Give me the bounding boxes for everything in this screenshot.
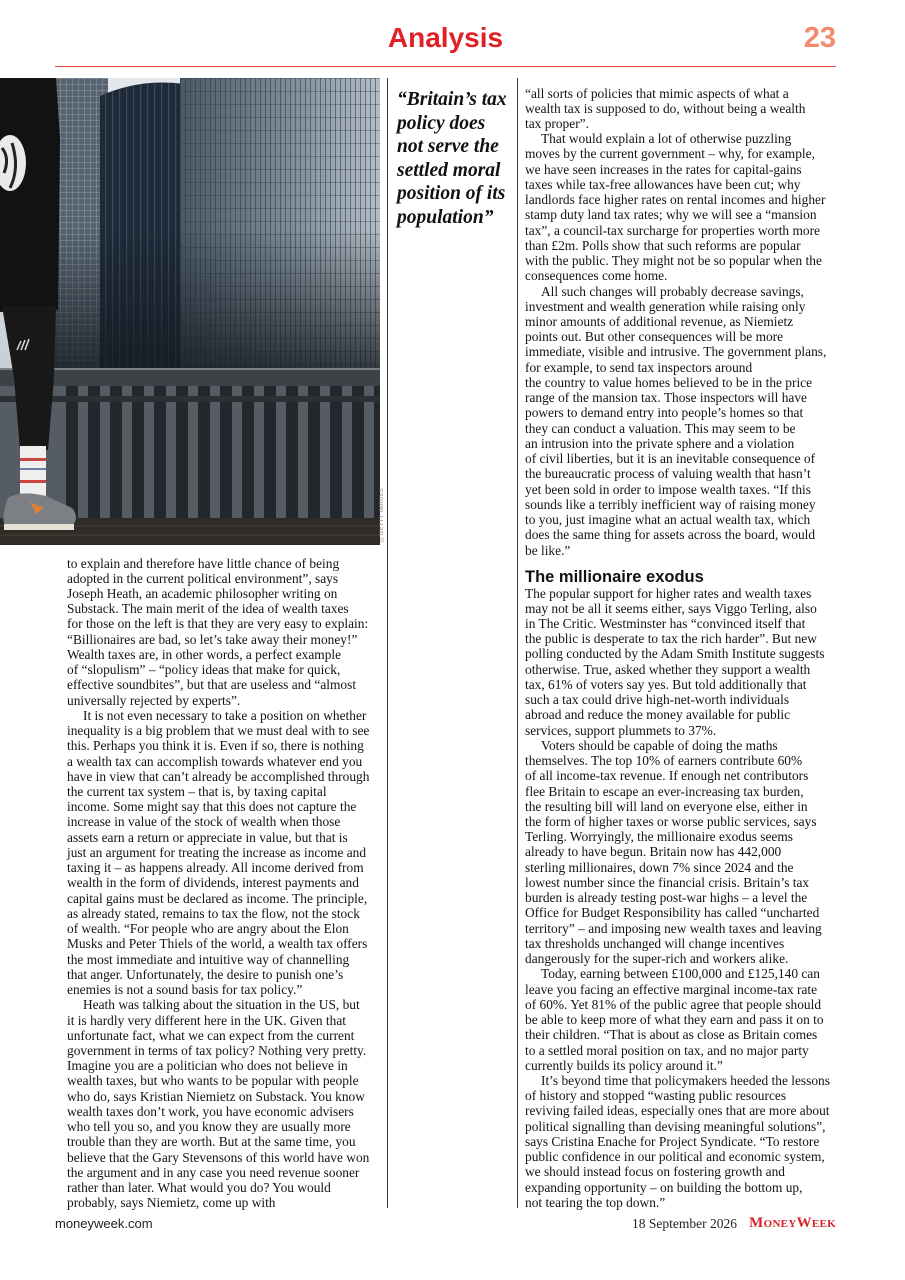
text-line: polling conducted by the Adam Smith Institute suggests: [525, 646, 825, 662]
right-column-top: [525, 86, 837, 558]
text-line: not tearing the top down.”: [525, 1194, 666, 1210]
text-line: The popular support for higher rates and wealth taxes: [525, 585, 812, 601]
text-line: capital gains must be declared as income. The principle,: [67, 890, 368, 906]
text-line: just an argument for treating the increase as income and: [67, 844, 367, 860]
text-line: effective soundbites”, but that are useless and “almost: [67, 677, 357, 693]
text-line: consequences come home.: [525, 268, 668, 284]
right-column-bottom: [525, 586, 837, 1211]
text-line: they can conduct a valuation. This may seem to be: [525, 420, 796, 436]
text-line: sounds like a terribly inefficient way of raising money: [525, 496, 816, 512]
text-line: Musks and Peter Thiels of the world, a wealth tax offers: [67, 936, 368, 952]
text-line: the argument and in any case you need revenue sooner: [67, 1164, 360, 1180]
text-line: it is hardly very different here in the UK. Given that: [67, 1012, 347, 1028]
text-line: of history and stopped “wasting public resources: [525, 1088, 787, 1104]
text-line: increase in value of the stock of wealth when those: [67, 814, 341, 830]
photo-credit: ©GETTY IMAGES: [379, 488, 385, 542]
pull-quote-line: position of its: [397, 183, 506, 205]
sock-stripe: [20, 480, 46, 483]
text-line: Wealth taxes are, in other words, a perfect example: [67, 646, 342, 662]
text-line: believe that the Gary Stevensons of this world have won: [67, 1149, 370, 1165]
text-line: taxing it – as happens already. All income derived from: [67, 860, 364, 876]
text-line: sterling millionaires, down 7% since 2024 and the: [525, 859, 794, 875]
column-rule-left: [387, 78, 388, 1208]
text-line: It’s beyond time that policymakers heeded the lessons: [541, 1073, 830, 1088]
pull-quote-line: not serve the: [397, 136, 499, 158]
text-line: burden is already testing post-war highs – a level the: [525, 890, 808, 906]
footer-brand-logo: MoneyWeek: [749, 1215, 836, 1231]
text-line: landlords face higher rates on rental incomes and higher: [525, 192, 826, 208]
text-line: minor amounts of additional revenue, as Niemietz: [525, 314, 794, 330]
text-line: leave you facing an effective marginal income-tax rate: [525, 981, 818, 997]
text-line: wealth in the form of dividends, interest payments and: [67, 875, 359, 891]
text-line: universally rejected by experts”.: [67, 692, 241, 708]
body-paragraph: [525, 586, 837, 738]
text-line: government in terms of tax policy? Nothing very pretty.: [67, 1043, 367, 1058]
text-line: Heath was talking about the situation in the US, but: [83, 997, 360, 1013]
text-line: moves by the current government – why, for example,: [525, 146, 815, 162]
text-line: services, support plummets to 37%.: [525, 722, 717, 738]
text-line: wealth tax is supposed to do, without being a wealth: [525, 100, 806, 116]
text-line: “all sorts of policies that mimic aspects of what a: [525, 85, 789, 101]
section-title: Analysis: [387, 22, 504, 53]
photo-illustration: [0, 78, 380, 545]
footer-date: 18 September 2026: [632, 1216, 737, 1231]
text-line: in The Critic. Westminster has “convinced itself that: [525, 615, 806, 631]
text-line: does the same thing for assets across the board, would: [525, 527, 816, 543]
text-line: probably, says Niemietz, come up with: [67, 1195, 276, 1211]
text-line: Today, earning between £100,000 and £125,140 can: [541, 966, 820, 982]
body-paragraph: [67, 708, 379, 997]
text-line: tax”, a council-tax surcharge for properties worth more: [525, 222, 820, 238]
text-line: expanding opportunity – on building the bottom up,: [525, 1179, 803, 1195]
text-line: Terling. Worryingly, the millionaire exodus seems: [525, 829, 793, 845]
text-line: for those on the left is that they are very easy to explain:: [67, 616, 369, 632]
text-line: of wealth. “For people who are angry about the Elon: [67, 921, 349, 937]
left-column: [67, 556, 379, 1211]
text-line: of civil liberties, but it is an inevitable consequence of: [525, 451, 816, 467]
sock-stripe: [20, 458, 46, 461]
text-line: who tell you so, and you know they are usually more: [67, 1119, 351, 1135]
pull-quote-line: settled moral: [397, 159, 501, 181]
pull-quote-line: population”: [397, 206, 494, 228]
header-rule: [55, 66, 836, 67]
text-line: taxes while tax-free allowances have been cut; why: [525, 176, 801, 192]
text-line: otherwise. True, asked whether they support a wealth: [525, 661, 811, 677]
body-paragraph: [525, 966, 837, 1073]
body-paragraph: [525, 1073, 837, 1210]
pull-quote-line: policy does: [397, 112, 486, 134]
hoodie: [0, 78, 60, 312]
text-line: lowest number since the financial crisis. Britain’s tax: [525, 874, 810, 890]
text-line: All such changes will probably decrease savings,: [541, 283, 804, 299]
pull-quote: [397, 88, 513, 230]
body-paragraph: [525, 131, 837, 283]
text-line: to explain and therefore have little chance of being: [67, 555, 340, 571]
text-line: It is not even necessary to take a position on whether: [83, 707, 367, 723]
text-line: with the public. They might not be so popular when the: [525, 253, 822, 269]
text-line: such a tax could drive high-net-worth individuals: [525, 692, 790, 708]
text-line: wealth taxes don’t work, you have economic advisers: [67, 1103, 354, 1119]
fence-slats: [60, 384, 380, 520]
text-line: this. Perhaps you think it is. Even if so, there is nothing: [67, 738, 364, 754]
text-line: range of the mansion tax. Those inspectors will have: [525, 390, 808, 406]
text-line: tax, 61% of voters say yes. But told additionally that: [525, 676, 807, 692]
text-line: investment and wealth generation while raising only: [525, 298, 806, 314]
text-line: public confidence in our political and economic system,: [525, 1149, 825, 1165]
body-paragraph: [67, 556, 379, 708]
text-line: abroad and reduce the money available for public: [525, 707, 791, 723]
text-line: tax thresholds unchanged will change incentives: [525, 935, 785, 951]
text-line: we have seen increases in the rates for capital-gains: [525, 161, 802, 177]
article-photo: [0, 78, 380, 545]
text-line: of 60%. Yet 81% of the public agree that people should: [525, 996, 822, 1012]
body-paragraph: [525, 284, 837, 558]
text-line: inequality is a big problem that we must deal with to see: [67, 723, 370, 739]
text-line: income. Some might say that this does not capture the: [67, 799, 357, 815]
footer-website: moneyweek.com: [55, 1216, 153, 1231]
text-line: for example, to send tax inspectors around: [525, 359, 753, 375]
text-line: be like.”: [525, 542, 571, 558]
text-line: already to have begun. Britain now has 442,000: [525, 844, 782, 860]
text-line: the country to value homes believed to be in the price: [525, 374, 813, 390]
body-paragraph: [525, 86, 837, 132]
text-line: adopted in the current political environment”, says: [67, 570, 339, 586]
text-line: immediate, visible and intrusive. The government plans,: [525, 344, 827, 360]
text-line: than £2m. Polls show that such reforms are popular: [525, 237, 801, 253]
text-line: the resulting bill will land on everyone else, either in: [525, 798, 808, 814]
text-line: of all income-tax revenue. If enough net contributors: [525, 768, 809, 784]
text-line: Voters should be capable of doing the maths: [541, 737, 778, 753]
text-line: the current tax system – that is, by taxing capital: [67, 784, 327, 800]
text-line: themselves. The top 10% of earners contribute 60%: [525, 753, 803, 769]
text-line: an intrusion into the private sphere and a violation: [525, 435, 795, 451]
railing-top-rail: [0, 368, 380, 386]
text-line: That would explain a lot of otherwise puzzling: [541, 131, 792, 147]
text-line: assets earn a return or appreciate in value, but that is: [67, 829, 348, 845]
text-line: yet been sold in order to impose wealth taxes. “If this: [525, 481, 811, 497]
body-paragraph: [525, 738, 837, 967]
text-line: a wealth tax can accomplish towards whatever end you: [67, 753, 363, 769]
text-line: we should instead focus on fostering growth and: [525, 1164, 785, 1180]
text-line: stamp duty land tax rates; why we will see a “mansion: [525, 207, 817, 223]
text-line: trouble than they are worth. But at the same time, you: [67, 1134, 356, 1150]
text-line: tax proper”.: [525, 115, 589, 131]
text-line: may not be all it seems either, says Viggo Terling, also: [525, 600, 817, 616]
text-line: as already stated, remains to tax the flow, not the stock: [67, 905, 360, 921]
text-line: the bureaucratic process of valuing wealth that hasn’t: [525, 466, 811, 482]
text-line: points out. But other consequences will be more: [525, 329, 784, 345]
subhead: The millionaire exodus: [525, 568, 704, 586]
text-line: the most immediate and intuitive way of channelling: [67, 951, 350, 967]
text-line: of “slopulism” – “policy ideas that make for quick,: [67, 662, 341, 678]
text-line: currently builds its policy around it.”: [525, 1057, 723, 1073]
text-line: that anger. Unfortunately, the desire to punish one’s: [67, 966, 344, 982]
text-line: be able to keep more of what they earn and pass it on to: [525, 1012, 824, 1028]
text-line: have in view that can’t already be accomplished through: [67, 768, 370, 784]
text-line: to you, just imagine what an actual wealth tax, which: [525, 512, 811, 528]
text-line: to a settled moral position on tax, and no major party: [525, 1042, 809, 1058]
text-line: reviving failed ideas, especially ones that are more about: [525, 1103, 830, 1119]
text-line: “Billionaires are bad, so let’s take away their money!”: [67, 631, 358, 647]
text-line: Imagine you are a politician who does not believe in: [67, 1058, 348, 1074]
text-line: the form of higher taxes or worse public services, says: [525, 814, 817, 830]
text-line: the public is desperate to tax the rich harder”. But new: [525, 631, 817, 647]
text-line: territory” – and imposing new wealth taxes and leaving: [525, 920, 822, 936]
text-line: enemies is not a sound basis for tax policy.”: [67, 982, 303, 998]
text-line: Office for Budget Responsibility has called “uncharted: [525, 905, 820, 921]
sneaker-sole: [4, 524, 74, 530]
text-line: powers to demand entry into people’s homes so that: [525, 405, 804, 421]
fence-mid-rail: [0, 396, 380, 402]
railing-highlight: [0, 368, 380, 370]
sock-stripe: [20, 468, 46, 470]
text-line: says Cristina Enache for Project Syndicate. “To restore: [525, 1133, 820, 1149]
pull-quote-line: “Britain’s tax: [397, 89, 507, 110]
text-line: unfortunate fact, what we can expect from the current: [67, 1027, 355, 1043]
page-number: 23: [803, 22, 836, 54]
column-rule-right: [517, 78, 518, 1208]
text-line: wealth taxes, but who wants to be popular with people: [67, 1073, 359, 1089]
text-line: Substack. The main merit of the idea of wealth taxes: [67, 601, 349, 617]
text-line: rather than later. What would you do? You would: [67, 1180, 331, 1196]
text-line: their children. “That is about as close as Britain comes: [525, 1027, 818, 1043]
text-line: flee Britain to escape an ever-increasing tax burden,: [525, 783, 804, 799]
text-line: dangerously for the super-rich and workers alike.: [525, 951, 789, 967]
tower-shadow: [30, 228, 380, 378]
text-line: Joseph Heath, an academic philosopher writing on: [67, 585, 338, 601]
text-line: political signalling than devising meaningful solutions”,: [525, 1118, 826, 1134]
body-paragraph: [67, 997, 379, 1210]
text-line: who do, says Kristian Niemietz on Substack. You know: [67, 1088, 365, 1104]
